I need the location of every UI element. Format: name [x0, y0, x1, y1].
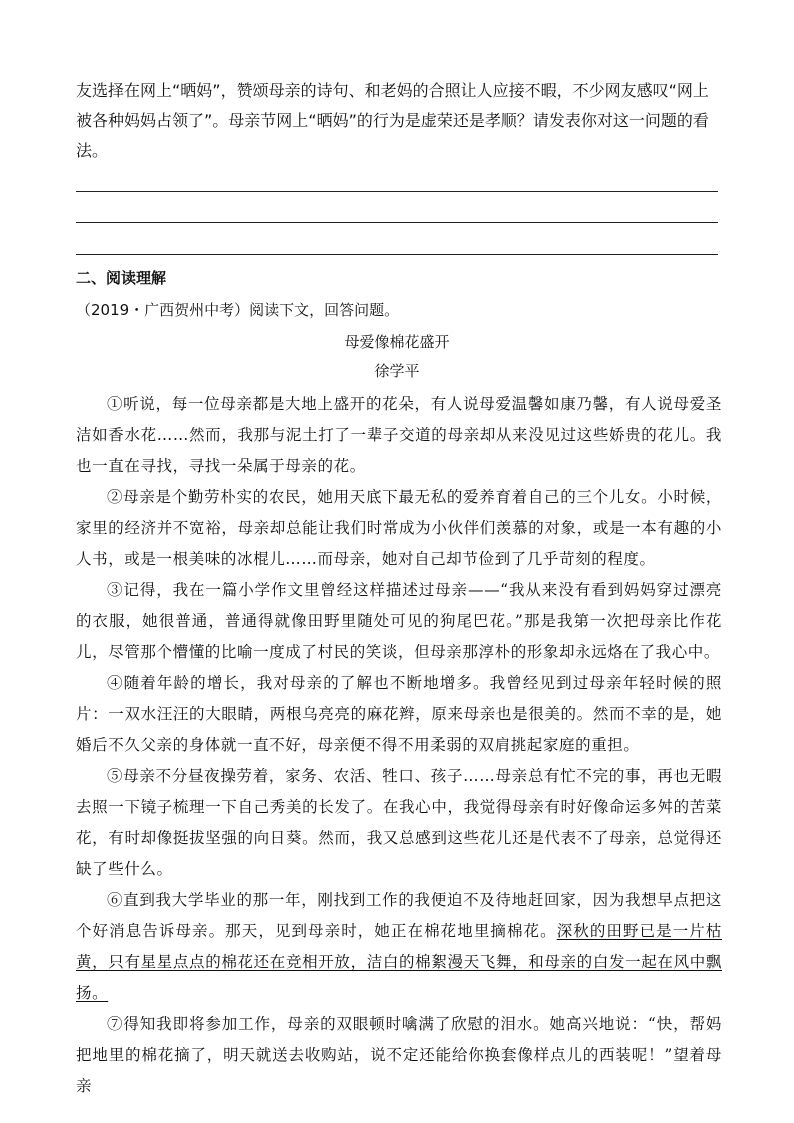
answer-line-1: [76, 191, 718, 192]
question-line-2: 被各种妈妈占领了”。母亲节网上“晒妈”的行为是虚荣还是孝顺？请发表你对这一问题的看: [76, 111, 709, 130]
paragraph-1: ①听说，每一位母亲都是大地上盛开的花朵，有人说母爱温馨如康乃馨，有人说母爱圣洁如香水花……然而，我那与泥土打了一辈子交道的母亲却从来没见过这些娇贵的花儿。我也一直在寻找，寻找一朵属于母亲的花。: [76, 395, 722, 475]
paragraph-5: ⑤母亲不分昼夜操劳着，家务、农活、牲口、孩子……母亲总有忙不完的事，再也无暇去照一下镜子梳理一下自己秀美的长发了。在我心中，我觉得母亲有时好像命运多舛的苦菜花，有时却像挺拔坚强的向日葵。然而，我又总感到这些花儿还是代表不了母亲，总觉得还缺了些什么。: [76, 767, 722, 878]
paragraph-6: [76, 885, 722, 1009]
answer-line-2: [76, 222, 718, 223]
paragraph-6-text: ⑥直到我大学毕业的那一年，刚找到工作的我便迫不及待地赶回家，因为我想早点把这个好消息告诉母亲。那天，见到母亲时，她正在棉花地里摘棉花。: [76, 891, 722, 940]
article-author: 徐学平: [374, 362, 420, 380]
paragraph-4: ④随着年龄的增长，我对母亲的了解也不断地增多。我曾经见到过母亲年轻时候的照片：一双水汪汪的大眼睛，两根乌亮亮的麻花辫，原来母亲也是很美的。然而不幸的是，她婚后不久父亲的身体就一直不好，母亲便不得不用柔弱的双肩挑起家庭的重担。: [76, 674, 722, 754]
paragraph-7: ⑦得知我即将参加工作，母亲的双眼顿时噙满了欣慰的泪水。她高兴地说：“快，帮妈把地里的棉花摘了，明天就送去收购站，说不定还能给你换套像样点儿的西装呢！”望着母亲: [76, 1015, 722, 1095]
paragraph-3: ③记得，我在一篇小学作文里曾经这样描述过母亲——“我从来没有看到妈妈穿过漂亮的衣服，她很普通，普通得就像田野里随处可见的狗尾巴花。”那是我第一次把母亲比作花儿，尽管那个懵懂的比喻一度成了村民的笑谈，但母亲那淳朴的形象却永远烙在了我心中。: [76, 581, 722, 661]
article-title: 母爱像棉花盛开: [344, 333, 450, 351]
article-body: [76, 389, 722, 1102]
paragraph-6-underlined-text: 深秋的田野已是一片枯黄，只有星星点点的棉花还在竞相开放，洁白的棉絮漫天飞舞，和母亲的白发一起在风中飘扬。: [76, 922, 722, 1002]
question-line-1: 友选择在网上“晒妈”，赞颂母亲的诗句、和老妈的合照让人应接不暇，不少网友感叹“网上: [76, 81, 709, 100]
section-heading: 二、阅读理解: [76, 269, 167, 287]
source-line: （2019・广西贺州中考）阅读下文，回答问题。: [76, 301, 400, 319]
paragraph-2: ②母亲是个勤劳朴实的农民，她用天底下最无私的爱养育着自己的三个儿女。小时候，家里的经济并不宽裕，母亲却总能让我们时常成为小伙伴们羡慕的对象，或是一本有趣的小人书，或是一根美味的冰棍儿……而母亲，她对自己却节俭到了几乎苛刻的程度。: [76, 488, 722, 568]
question-text: [76, 76, 722, 166]
answer-line-3: [76, 254, 718, 255]
question-line-3: 法。: [76, 141, 109, 160]
